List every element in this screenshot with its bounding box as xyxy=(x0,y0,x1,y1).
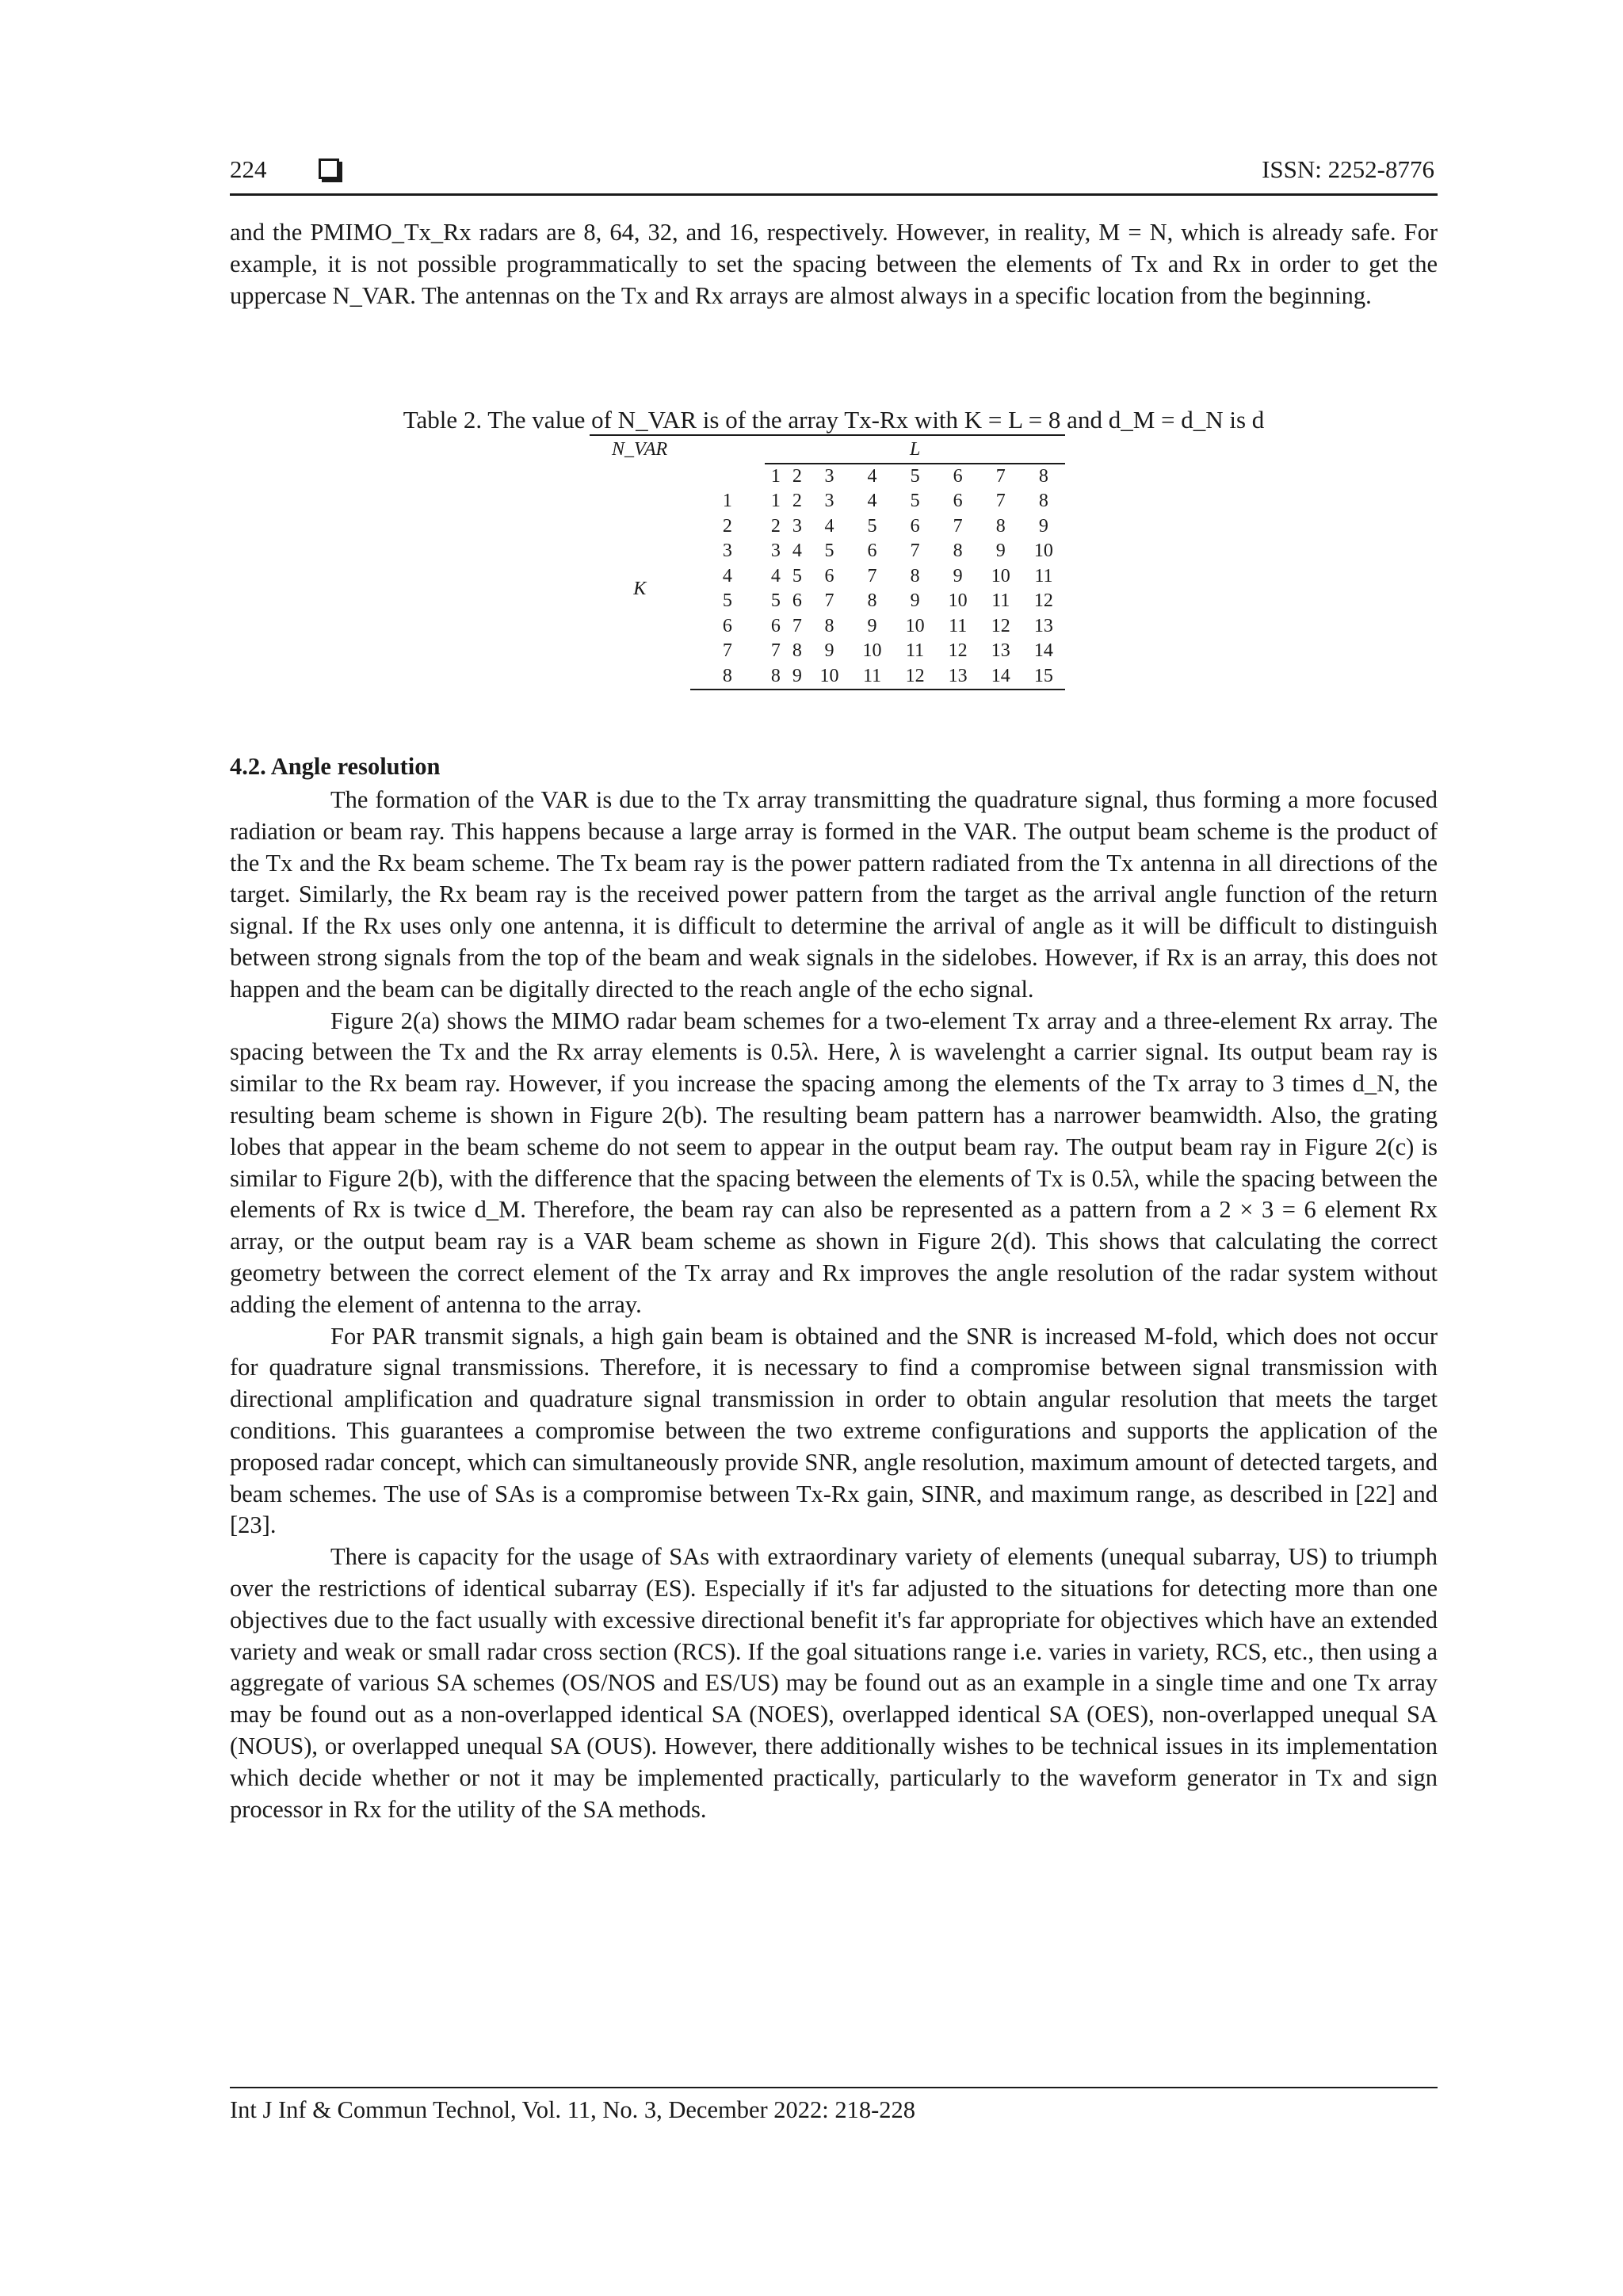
table-cell: 8 xyxy=(1038,491,1048,511)
table-cell: 7 xyxy=(824,590,834,611)
row-header: 7 xyxy=(722,640,732,661)
table-cell: 8 xyxy=(824,615,834,636)
section-heading: 4.2. Angle resolution xyxy=(230,753,441,780)
table-cell: 14 xyxy=(980,664,1022,690)
row-header: 1 xyxy=(722,491,732,511)
column-header: 1 xyxy=(770,465,781,487)
table-cell: 11 xyxy=(949,615,968,636)
table-cell: 4 xyxy=(770,565,781,586)
table-cell: 2 xyxy=(792,491,802,511)
body-paragraph: Figure 2(a) shows the MIMO radar beam schemes for a two-element Tx array and a three-element Rx array. The spacing between the Tx and the Rx array elements is 0.5λ. Here, λ is wavelenght a carrier signal. Its output beam ray is similar to the Rx beam ray. However, if you increase the spacing among the elements of the Tx array to 3 times d_N, the resulting beam scheme is shown in Figure 2(b). The resulting beam pattern has a narrower beamwidth. Also, the grating lobes that appear in the beam scheme do not seem to appear in the output beam ray. The output beam ray in Figure 2(c) is similar to Figure 2(b), with the difference that the spacing between the elements of Tx is 0.5λ, while the spacing between the elements of Rx is twice d_M. Therefore, the beam ray can also be represented as a pattern from a 2 × 3 = 6 element Rx array, or the output beam ray is a VAR beam scheme as shown in Figure 2(d). This shows that calculating the correct geometry between the correct element of the Tx array and Rx improves the angle resolution of the radar system without adding the element of antenna to the array. xyxy=(230,1007,1438,1318)
table-cell: 7 xyxy=(995,491,1006,511)
table-cell: 8 xyxy=(765,664,786,690)
table-row xyxy=(590,489,1065,514)
table-cell: 7 xyxy=(770,640,781,661)
table-cell: 14 xyxy=(1033,640,1053,661)
table-cell: 6 xyxy=(910,515,920,537)
table-cell: 4 xyxy=(792,541,802,561)
table-cell: 3 xyxy=(824,491,834,511)
column-group-label: L xyxy=(765,437,1065,464)
checkbox-square-icon xyxy=(319,159,339,179)
table-cell: 7 xyxy=(910,541,920,561)
table-corner-label: N_VAR xyxy=(612,439,668,460)
table-cell: 5 xyxy=(867,515,877,537)
issn-label: ISSN: 2252-8776 xyxy=(1262,155,1434,183)
table-cell: 12 xyxy=(1033,590,1053,611)
table-cell: 10 xyxy=(1033,541,1053,561)
table-cell: 9 xyxy=(953,565,963,586)
footer-citation: Int J Inf & Commun Technol, Vol. 11, No. 3, December 2022: 218-228 xyxy=(230,2096,916,2123)
page-number: 224 xyxy=(230,155,267,183)
table-cell: 7 xyxy=(792,615,802,636)
table-cell: 10 xyxy=(905,615,925,636)
table-cell: 12 xyxy=(948,640,968,661)
row-group-label: K xyxy=(633,578,647,599)
table-cell: 9 xyxy=(995,541,1006,561)
table-cell: 9 xyxy=(910,590,920,611)
body-paragraph: The formation of the VAR is due to the Tx array transmitting the quadrature signal, thus forming a more focused radiation or beam ray. This happens because a large array is formed in the VAR. The output beam scheme is the product of the Tx and the Rx beam scheme. The Tx beam ray is the power pattern radiated from the Tx antenna in all directions of the target. Similarly, the Rx beam ray is the received power pattern from the target as the arrival angle function of the return signal. If the Rx uses only one antenna, it is difficult to determine the arrival of angle as it will be difficult to distinguish between strong signals from the top of the beam and weak signals in the sidelobes. However, if Rx is an array, this does not happen and the beam can be digitally directed to the reach angle of the echo signal. xyxy=(230,786,1438,1003)
column-header: 2 xyxy=(792,465,802,487)
table-cell: 6 xyxy=(792,590,802,611)
column-header: 4 xyxy=(867,465,877,487)
table-body xyxy=(590,489,1065,690)
table-cell: 7 xyxy=(953,515,963,537)
table-cell: 7 xyxy=(867,565,877,586)
table-cell: 5 xyxy=(910,491,920,511)
table-cell: 5 xyxy=(770,590,781,611)
table-cell: 11 xyxy=(1034,565,1053,586)
column-header: 7 xyxy=(995,465,1006,487)
row-header: 6 xyxy=(722,615,732,636)
table-cell: 10 xyxy=(948,590,968,611)
table-cell: 8 xyxy=(953,541,963,561)
table-cell: 9 xyxy=(867,615,877,636)
table-cell: 2 xyxy=(770,515,781,537)
column-header: 3 xyxy=(824,465,834,487)
table-cell: 8 xyxy=(792,640,802,661)
row-header: 3 xyxy=(722,541,732,561)
row-header: 2 xyxy=(722,515,732,537)
table-cell: 4 xyxy=(867,491,877,511)
table-cell: 6 xyxy=(867,541,877,561)
table-cell: 11 xyxy=(850,664,893,690)
table-cell: 11 xyxy=(991,590,1010,611)
table-cell: 6 xyxy=(770,615,781,636)
column-header: 6 xyxy=(953,465,963,487)
table-cell: 3 xyxy=(770,541,781,561)
column-header: 5 xyxy=(910,465,920,487)
body-paragraph: There is capacity for the usage of SAs with extraordinary variety of elements (unequal subarray, US) to triumph over the restrictions of identical subarray (ES). Especially if it's far adjusted to the situations for detecting more than one objectives due to the fact usually with excessive directional benefit it's far appropriate for objectives which have an extended variety and weak or small radar cross section (RCS). If the goal situations range i.e. varies in variety, RCS, etc., then using a aggregate of various SA schemes (OS/NOS and ES/US) may be found out as an example in a single time and one Tx array may be found out as a non-overlapped identical SA (NOES), overlapped identical SA (OES), non-overlapped unequal SA (NOUS), or overlapped unequal SA (OUS). However, there additionally wishes to be technical issues in its implementation which decide whether or not it may be implemented practically, particularly to the waveform generator in Tx and sign processor in Rx for the utility of the SA methods. xyxy=(230,1543,1438,1823)
table-cell: 9 xyxy=(824,640,834,661)
table-cell: 4 xyxy=(824,515,834,537)
table-cell: 1 xyxy=(770,491,781,511)
table-caption: Table 2. The value of N_VAR is of the array Tx-Rx with K = L = 8 and d_M = d_N is d xyxy=(403,406,1265,434)
row-header: 5 xyxy=(722,590,732,611)
table-cell: 13 xyxy=(991,640,1010,661)
table-cell: 6 xyxy=(953,491,963,511)
table-cell: 3 xyxy=(792,515,802,537)
table-cell: 6 xyxy=(824,565,834,586)
table-cell: 12 xyxy=(894,664,937,690)
nvar-table xyxy=(590,437,1065,690)
table-cell: 10 xyxy=(808,664,850,690)
table-top-rule xyxy=(590,434,1065,436)
table-cell: 8 xyxy=(995,515,1006,537)
table-cell: 12 xyxy=(991,615,1010,636)
table-cell: 10 xyxy=(991,565,1010,586)
section-body xyxy=(230,785,1438,1825)
page-header xyxy=(230,155,1438,196)
table-cell: 9 xyxy=(786,664,808,690)
intro-paragraph: and the PMIMO_Tx_Rx radars are 8, 64, 32, and 16, respectively. However, in reality, M = N, which is already safe. For example, it is not possible programmatically to set the spacing between the elements of Tx and Rx in order to get the uppercase N_VAR. The antennas on the Tx and Rx arrays are almost always in a specific location from the beginning. xyxy=(230,219,1438,309)
table-cell: 15 xyxy=(1022,664,1065,690)
page-footer xyxy=(230,2087,1438,2124)
table-cell: 8 xyxy=(910,565,920,586)
table-cell: 5 xyxy=(792,565,802,586)
table-cell: 13 xyxy=(1033,615,1053,636)
column-header: 8 xyxy=(1038,465,1048,487)
body-paragraph: For PAR transmit signals, a high gain beam is obtained and the SNR is increased M-fold, which does not occur for quadrature signal transmissions. Therefore, it is necessary to find a compromise between signal transmission with directional amplification and quadrature signal transmission in order to obtain angular resolution that meets the target conditions. This guarantees a compromise between the two extreme configurations and supports the application of the proposed radar concept, which can simultaneously provide SNR, angle resolution, maximum amount of detected targets, and beam schemes. The use of SAs is a compromise between Tx-Rx gain, SINR, and maximum range, as described in [22] and [23]. xyxy=(230,1322,1438,1539)
table-cell: 5 xyxy=(824,541,834,561)
table-cell: 10 xyxy=(862,640,882,661)
table-cell: 8 xyxy=(867,590,877,611)
table-cell: 9 xyxy=(1038,515,1048,537)
row-header: 8 xyxy=(690,664,766,690)
table-cell: 13 xyxy=(937,664,980,690)
table-cell: 11 xyxy=(906,640,925,661)
row-header: 4 xyxy=(722,565,732,586)
